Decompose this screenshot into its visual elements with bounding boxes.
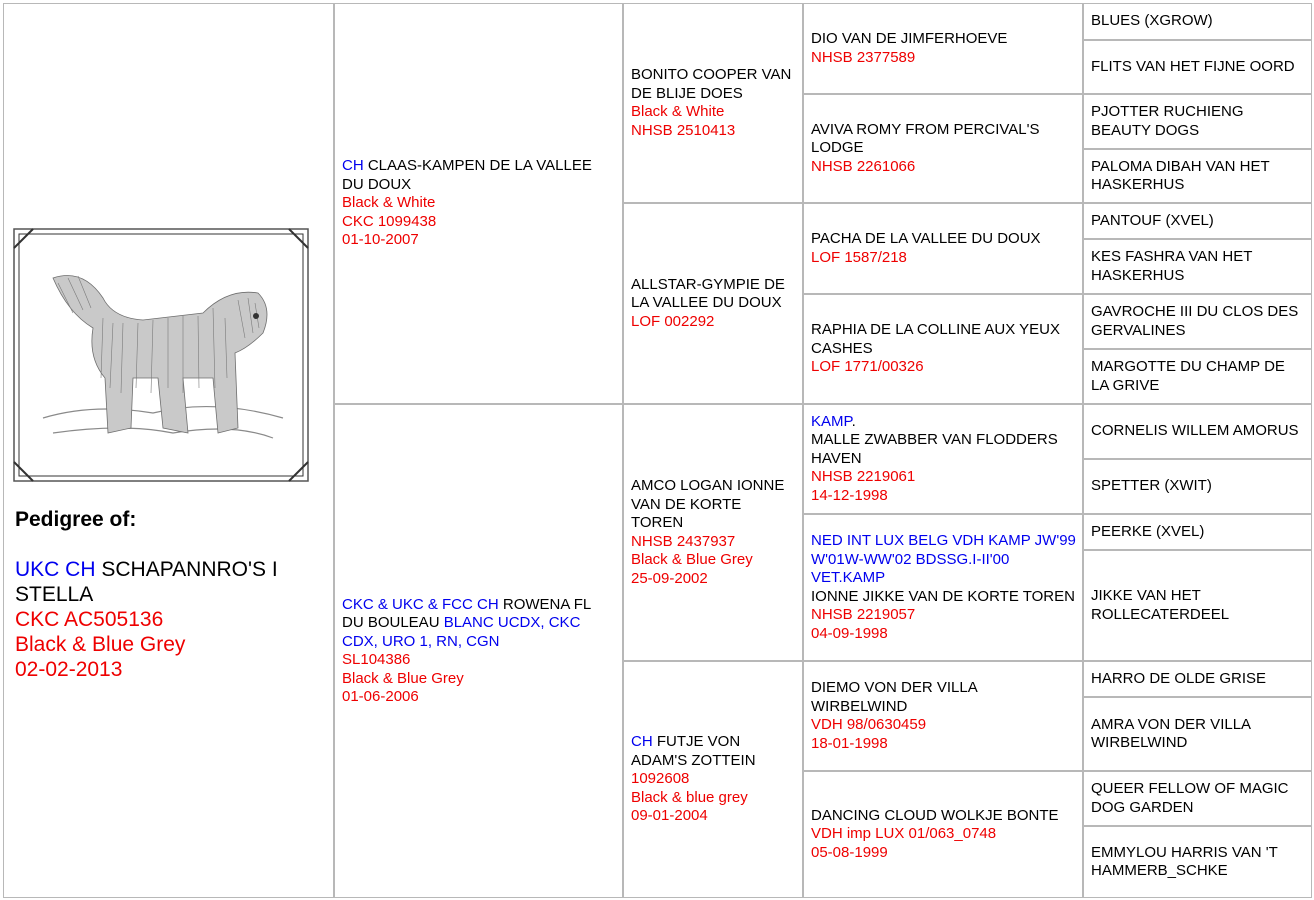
g4-cell-7	[1083, 294, 1312, 349]
dam-sire-cell	[623, 404, 803, 661]
g4-name: PALOMA DIBAH VAN HET HASKERHUS	[1091, 157, 1270, 193]
ddd-name: DANCING CLOUD WOLKJE BONTE	[811, 806, 1059, 824]
sire-registration: CKC 1099438	[342, 212, 437, 230]
dam-title: CKC & UKC & FCC CH	[342, 595, 499, 613]
g4-name: GAVROCHE III DU CLOS DES GERVALINES	[1091, 303, 1299, 339]
dam-dob: 01-06-2006	[342, 688, 419, 705]
dam-suffix: BLANC UCDX, CKC CDX, URO 1, RN, CGN	[342, 614, 581, 650]
dam-color: Black & Blue Grey	[342, 669, 464, 687]
g4-name: MARGOTTE DU CHAMP DE LA GRIVE	[1091, 358, 1285, 394]
dsd-name: IONNE JIKKE VAN DE KORTE TOREN	[811, 587, 1075, 605]
ssd-cell	[803, 94, 1083, 203]
g4-cell-16	[1083, 826, 1312, 898]
subject-registration: CKC AC505136	[15, 608, 164, 631]
g4-cell-10	[1083, 459, 1312, 514]
dds-dob: 18-01-1998	[811, 734, 888, 752]
g4-cell-11	[1083, 514, 1312, 550]
g4-cell-14	[1083, 697, 1312, 771]
g4-name: HARRO DE OLDE GRISE	[1091, 669, 1267, 687]
sds-name: PACHA DE LA VALLEE DU DOUX	[811, 230, 1041, 247]
dd-color: Black & blue grey	[631, 788, 748, 806]
g4-cell-15	[1083, 771, 1312, 826]
g4-cell-8	[1083, 349, 1312, 404]
g4-name: JIKKE VAN HET ROLLECATERDEEL	[1091, 587, 1230, 623]
sds-cell	[803, 203, 1083, 294]
sss-name: DIO VAN DE JIMFERHOEVE	[811, 30, 1008, 47]
ds-dob: 25-09-2002	[631, 569, 708, 587]
dss-registration: NHSB 2219061	[811, 468, 916, 486]
sire-dam-cell	[623, 203, 803, 404]
sheepdog-sketch-icon	[13, 228, 309, 482]
sd-registration: LOF 002292	[631, 312, 715, 330]
sdd-cell	[803, 294, 1083, 404]
g4-name: PJOTTER RUCHIENG BEAUTY DOGS	[1091, 103, 1244, 139]
dam-cell	[334, 404, 623, 898]
dd-title: CH	[631, 733, 653, 751]
g4-name: CORNELIS WILLEM AMORUS	[1091, 422, 1299, 440]
g4-cell-9	[1083, 404, 1312, 459]
sire-title: CH	[342, 157, 364, 175]
ssd-name: AVIVA ROMY FROM PERCIVAL'S LODGE	[811, 120, 1040, 157]
sire-color: Black & White	[342, 194, 436, 212]
g4-name: PEERKE (XVEL)	[1091, 522, 1205, 540]
dam-dam-cell	[623, 661, 803, 898]
sire-cell	[334, 3, 623, 404]
g4-name: EMMYLOU HARRIS VAN 'T HAMMERB_SCHKE	[1091, 843, 1278, 879]
g4-cell-2	[1083, 40, 1312, 94]
ss-registration: NHSB 2510413	[631, 121, 736, 139]
dds-registration: VDH 98/0630459	[811, 716, 927, 733]
g4-cell-1	[1083, 3, 1312, 40]
sire-sire-cell	[623, 3, 803, 203]
dds-name: DIEMO VON DER VILLA WIRBELWIND	[811, 679, 977, 715]
ds-color: Black & Blue Grey	[631, 551, 753, 568]
subject-name: SCHAPANNRO'S I STELLA	[15, 558, 278, 606]
ds-name: AMCO LOGAN IONNE VAN DE KORTE TOREN	[631, 477, 785, 531]
g4-cell-4	[1083, 149, 1312, 203]
dsd-registration: NHSB 2219057	[811, 606, 916, 623]
dds-cell	[803, 661, 1083, 771]
ds-registration: NHSB 2437937	[631, 532, 736, 550]
sds-registration: LOF 1587/218	[811, 248, 907, 266]
ddd-cell	[803, 771, 1083, 898]
sss-cell	[803, 3, 1083, 94]
pedigree-heading: Pedigree of:	[15, 508, 137, 531]
ss-name: BONITO COOPER VAN DE BLIJE DOES	[631, 66, 792, 102]
ss-color: Black & White	[631, 103, 725, 120]
g4-name: PANTOUF (XVEL)	[1091, 211, 1214, 229]
g4-cell-3	[1083, 94, 1312, 149]
ddd-registration: VDH imp LUX 01/063_0748	[811, 825, 997, 843]
dss-name: MALLE ZWABBER VAN FLODDERS HAVEN	[811, 431, 1058, 467]
dsd-title: NED INT LUX BELG VDH KAMP JW'99 W'01W-WW'02 BDSSG.I-II'00 VET.KAMP	[811, 532, 1076, 586]
sire-dob: 01-10-2007	[342, 231, 419, 249]
sdd-registration: LOF 1771/00326	[811, 358, 924, 376]
dd-name: FUTJE VON ADAM'S ZOTTEIN	[631, 733, 756, 769]
subject-color: Black & Blue Grey	[15, 633, 186, 656]
g4-name: SPETTER (XWIT)	[1091, 477, 1212, 495]
g4-cell-13	[1083, 661, 1312, 697]
g4-name: KES FASHRA VAN HET HASKERHUS	[1091, 248, 1253, 284]
dss-cell	[803, 404, 1083, 514]
g4-name: QUEER FELLOW OF MAGIC DOG GARDEN	[1091, 780, 1289, 816]
dss-title-suffix: .	[851, 412, 856, 430]
dsd-dob: 04-09-1998	[811, 624, 888, 642]
ddd-dob: 05-08-1999	[811, 843, 888, 861]
subject-info	[15, 507, 325, 682]
dd-registration: 1092608	[631, 770, 690, 788]
subject-dob: 02-02-2013	[15, 658, 123, 681]
dam-name: ROWENA FL DU BOULEAU	[342, 595, 591, 631]
g4-name: AMRA VON DER VILLA WIRBELWIND	[1091, 715, 1251, 751]
g4-cell-12	[1083, 550, 1312, 661]
dss-dob: 14-12-1998	[811, 486, 888, 504]
g4-name: BLUES (XGROW)	[1091, 12, 1213, 30]
sd-name: ALLSTAR-GYMPIE DE LA VALLEE DU DOUX	[631, 275, 785, 312]
subject-title: UKC CH	[15, 558, 96, 581]
sss-registration: NHSB 2377589	[811, 48, 916, 66]
sdd-name: RAPHIA DE LA COLLINE AUX YEUX CASHES	[811, 321, 1060, 357]
dss-title: KAMP	[811, 412, 852, 430]
dsd-cell	[803, 514, 1083, 661]
g4-name: FLITS VAN HET FIJNE OORD	[1091, 57, 1295, 75]
subject-cell	[3, 3, 334, 898]
g4-cell-5	[1083, 203, 1312, 239]
dd-dob: 09-01-2004	[631, 807, 708, 825]
sire-name: CLAAS-KAMPEN DE LA VALLEE DU DOUX	[342, 157, 592, 193]
g4-cell-6	[1083, 239, 1312, 294]
dam-registration: SL104386	[342, 651, 411, 668]
ssd-registration: NHSB 2261066	[811, 157, 916, 175]
